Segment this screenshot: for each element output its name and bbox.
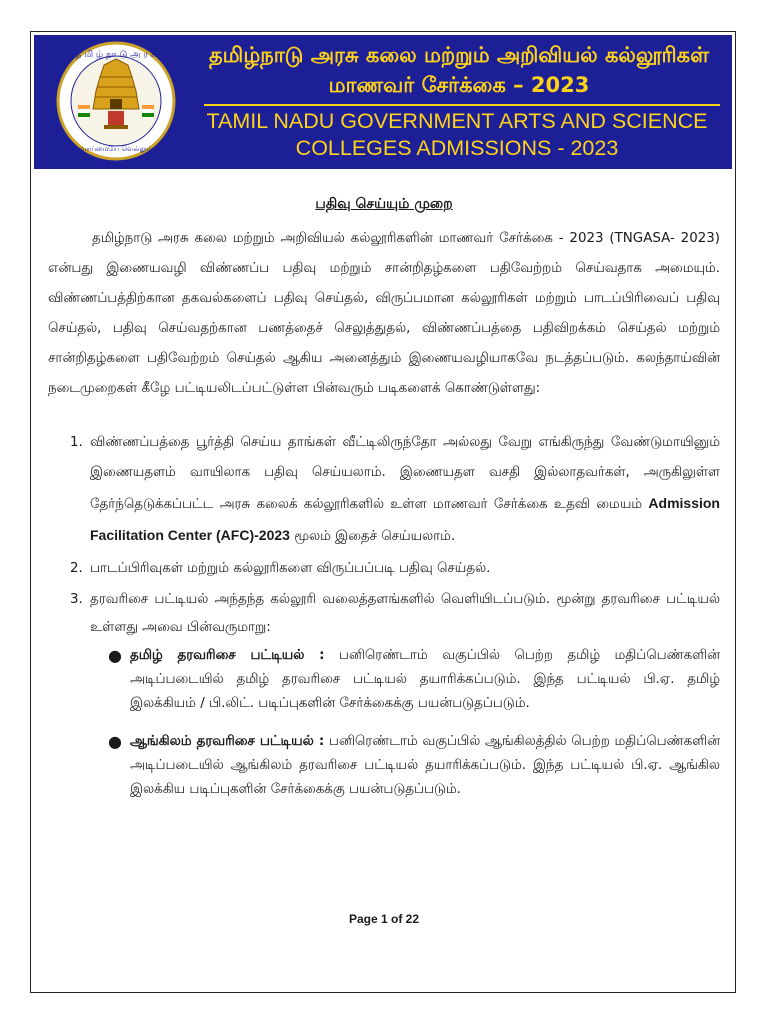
tamil-title-line2: மாணவர் சேர்க்கை – 2023 bbox=[328, 73, 590, 97]
emblem-top-text: த மி ழ் நா டு அ ர சு bbox=[75, 50, 157, 60]
intro-paragraph: தமிழ்நாடு அரசு கலை மற்றும் அறிவியல் கல்லூரிகளின் மாணவர் சேர்க்கை - 2023 (TNGASA- 2023) என்பது இணையவழி விண்ணப்ப பதிவு மற்றும் சான்றிதழ்களை பதிவேற்றம் செய்வதாக அமையும். விண்ணப்பத்திற்கான தகவல்களைப் பதிவு செய்தல், விருப்பமான கல்லூரிகள் மற்றும் பாடப்பிரிவைப் பதிவு செய்தல், பதிவு செய்வதற்கான பணத்தைச் செலுத்துதல், விண்ணப்பத்தை பதிவிறக்கம் செய்தல் மற்றும் சான்றிதழ்களை பதிவேற்றம் செய்தல் ஆகிய அனைத்தும் இணையவழியாகவே நடத்தப்படும். கலந்தாய்வின் நடைமுறைகள் கீழே பட்டியலிடப்பட்டுள்ள பின்வரும் படிகளைக் கொண்டுள்ளது: bbox=[48, 231, 720, 396]
rank-lists bbox=[90, 644, 720, 802]
bullet-dot-icon: ● bbox=[108, 732, 122, 751]
emblem-motto: வாய்மையே வெல்லும் bbox=[79, 145, 153, 153]
step1-tail: மூலம் இதைச் செய்யலாம். bbox=[289, 529, 456, 544]
title-divider bbox=[204, 104, 720, 106]
procedure-steps bbox=[48, 428, 720, 802]
step2-text: பாடப்பிரிவுகள் மற்றும் கல்லூரிகளை விருப்பப்படி பதிவு செய்தல். bbox=[90, 561, 491, 576]
step-item-3 bbox=[87, 586, 720, 802]
afc-name: Admission Facilitation Center (AFC)-2023 bbox=[90, 495, 720, 543]
english-title-line1: TAMIL NADU GOVERNMENT ARTS AND SCIENCE bbox=[206, 109, 708, 133]
rank-list-title: தமிழ் தரவரிசை பட்டியல் : bbox=[130, 648, 325, 663]
step3-text: தரவரிசை பட்டியல் அந்தந்த கல்லூரி வலைத்தளங்களில் வெளியிடப்படும். மூன்று தரவரிசை பட்டியல் உள்ளது அவை பின்வருமாறு: bbox=[90, 592, 720, 635]
step1-text: விண்ணப்பத்தை பூர்த்தி செய்ய தாங்கள் வீட்டிலிருந்தோ அல்லது வேறு எங்கிருந்து வேண்டுமாயினும் இணையதளம் வாயிலாக பதிவு செய்யலாம். இணையதள வசதி இல்லாதவர்கள், அருகிலுள்ள தேர்ந்தெடுக்கப்பட்ட அரசு கலைக் கல்லூரிகளில் உள்ள மாணவர் சேர்க்கை உதவி மையம் bbox=[90, 435, 720, 512]
page-number: Page 1 of 22 bbox=[348, 912, 420, 926]
rank-list-text: பனிரெண்டாம் வகுப்பில் பெற்ற தமிழ் மதிப்பெண்களின் அடிப்படையில் தமிழ் தரவரிசை பட்டியல் தயாரிக்கப்படும். இந்த பட்டியல் பி.ஏ. தமிழ் இலக்கியம் / பி.லிட். படிப்புகளின் சேர்க்கைக்கு பயன்படுதப்படும். bbox=[130, 648, 720, 711]
rank-list-tamil bbox=[108, 644, 720, 716]
step-item-1 bbox=[87, 428, 720, 552]
document-body bbox=[48, 168, 720, 816]
rank-list-english bbox=[108, 730, 721, 802]
rank-list-title: ஆங்கிலம் தரவரிசை பட்டியல் : bbox=[130, 734, 325, 749]
section-heading: பதிவு செய்யும் முறை bbox=[315, 196, 453, 212]
tamil-nadu-emblem-icon bbox=[42, 39, 190, 163]
header-banner bbox=[34, 35, 732, 169]
tamil-title-line1: தமிழ்நாடு அரசு கலை மற்றும் அறிவியல் கல்லூரிகள் bbox=[208, 43, 710, 67]
english-title-line2: COLLEGES ADMISSIONS - 2023 bbox=[295, 136, 619, 160]
rank-list-text: பனிரெண்டாம் வகுப்பில் ஆங்கிலத்தில் பெற்ற மதிப்பெண்களின் அடிப்படையில் ஆங்கிலம் தரவரிசை பட்டியல் தயாரிக்கப்படும். இந்த பட்டியல் பி.ஏ. ஆங்கில இலக்கிய படிப்புகளின் சேர்க்கைக்கு பயன்படுதப்படும். bbox=[130, 734, 721, 797]
bullet-dot-icon: ● bbox=[108, 646, 122, 665]
step-item-2 bbox=[87, 554, 720, 584]
